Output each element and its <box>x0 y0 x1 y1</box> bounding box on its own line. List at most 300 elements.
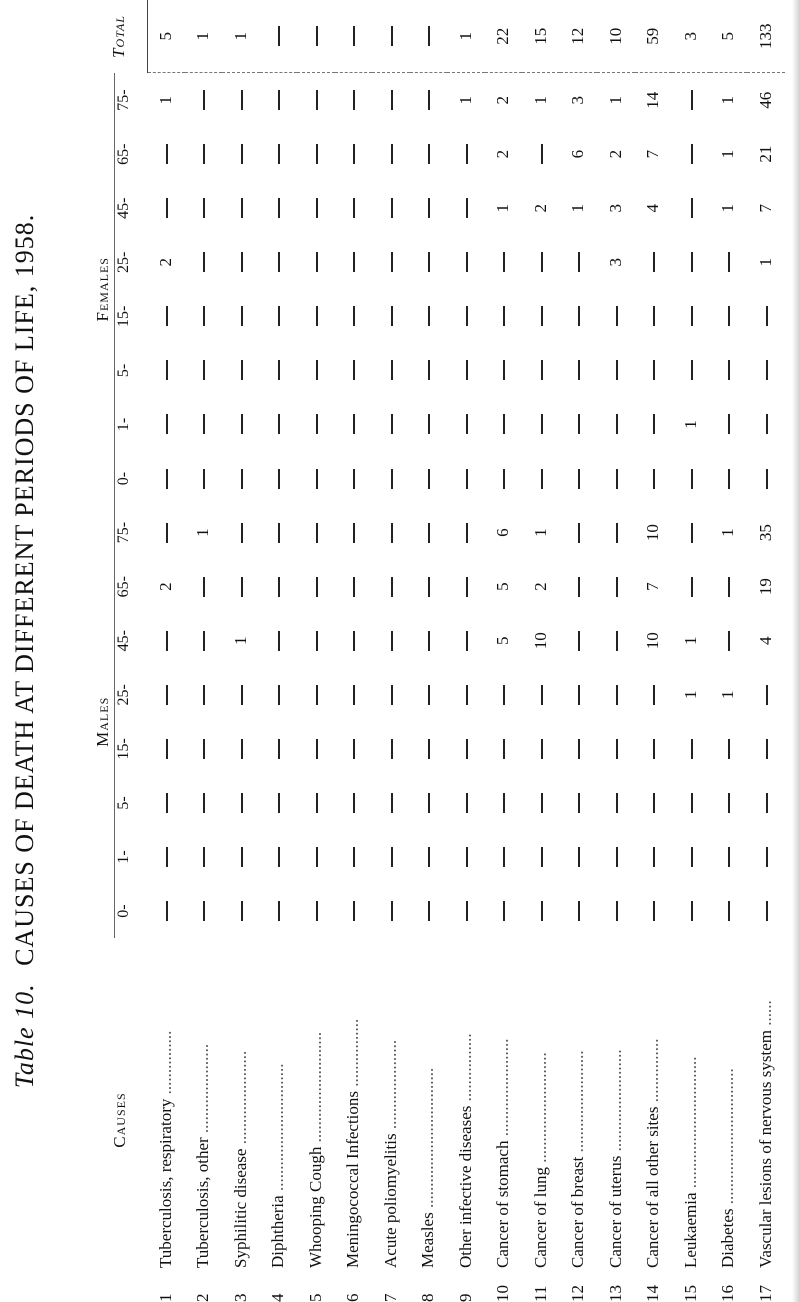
females-value-cell <box>222 181 260 235</box>
nil-dash <box>691 90 693 110</box>
nil-dash <box>241 739 243 759</box>
females-value-cell <box>485 343 523 397</box>
nil-dash <box>578 577 580 597</box>
males-value-cell <box>222 884 260 938</box>
males-value-cell <box>410 884 448 938</box>
males-value-cell <box>597 884 635 938</box>
nil-dash <box>278 523 280 543</box>
nil-dash <box>616 523 618 543</box>
nil-dash <box>541 360 543 380</box>
females-value-cell <box>147 181 185 235</box>
males-value-cell <box>597 668 635 722</box>
males-value-cell: 10 <box>643 524 663 542</box>
row-number: 6 <box>343 1293 363 1302</box>
nil-dash <box>353 252 355 272</box>
males-value-cell <box>297 614 335 668</box>
males-value-cell: 1 <box>718 528 738 537</box>
nil-dash <box>241 523 243 543</box>
nil-dash <box>241 306 243 326</box>
males-value-cell <box>222 830 260 884</box>
nil-dash <box>278 252 280 272</box>
males-value-cell <box>372 560 410 614</box>
nil-dash <box>391 144 393 164</box>
nil-dash <box>766 360 768 380</box>
females-value-cell <box>260 397 298 451</box>
nil-dash <box>316 26 318 46</box>
females-value-cell <box>672 235 710 289</box>
females-value-cell <box>410 127 448 181</box>
females-value-cell <box>260 73 298 127</box>
males-value-cell <box>560 560 598 614</box>
males-value-cell <box>560 884 598 938</box>
nil-dash <box>728 360 730 380</box>
nil-dash <box>353 901 355 921</box>
total-cell <box>335 0 373 73</box>
leader-dots: ............................... <box>680 1056 700 1193</box>
males-value-cell <box>447 560 485 614</box>
nil-dash <box>203 306 205 326</box>
females-value-cell <box>147 289 185 343</box>
cause-cell <box>260 938 298 1302</box>
cause-name: Cancer of uterus <box>605 1155 625 1268</box>
males-value-cell <box>522 722 560 776</box>
males-value-cell <box>185 776 223 830</box>
table-row <box>485 0 523 1302</box>
table-row <box>672 0 710 1302</box>
females-value-cell: 1 <box>718 96 738 105</box>
cause-name: Cancer of stomach <box>493 1140 513 1268</box>
females-header: Females <box>92 73 115 506</box>
females-value-cell <box>747 343 785 397</box>
cause-name: Cancer of all other sites <box>643 1106 663 1268</box>
females-value-cell <box>410 289 448 343</box>
nil-dash <box>166 198 168 218</box>
males-value-cell <box>710 884 748 938</box>
males-value-cell <box>185 830 223 884</box>
nil-dash <box>616 847 618 867</box>
leader-dots: ................................ <box>718 1068 738 1209</box>
females-value-cell <box>522 235 560 289</box>
causes-header: Causes <box>109 1092 129 1148</box>
nil-dash <box>691 360 693 380</box>
nil-dash <box>766 306 768 326</box>
table-row <box>185 0 223 1302</box>
females-value-cell: 3 <box>605 203 625 213</box>
leader-dots: ................................. <box>418 1067 438 1213</box>
females-value-cell <box>185 452 223 506</box>
males-value-cell <box>635 668 673 722</box>
nil-dash <box>466 847 468 867</box>
leader-dots: ........................ <box>605 1049 625 1156</box>
males-value-cell <box>410 668 448 722</box>
males-value-cell: 2 <box>530 582 550 591</box>
males-value-cell <box>597 560 635 614</box>
cause-cell <box>635 938 673 1302</box>
females-value-cell: 14 <box>643 91 663 109</box>
total-header: Total <box>92 0 147 73</box>
females-value-cell <box>485 235 523 289</box>
nil-dash <box>316 793 318 813</box>
males-age-header: 1- <box>115 850 132 864</box>
cause-cell <box>185 938 223 1302</box>
nil-dash <box>728 739 730 759</box>
nil-dash <box>616 631 618 651</box>
males-age-header: 25- <box>115 684 132 706</box>
nil-dash <box>616 360 618 380</box>
females-value-cell <box>222 235 260 289</box>
total-cell <box>410 0 448 73</box>
nil-dash <box>541 901 543 921</box>
nil-dash <box>691 523 693 543</box>
males-value-cell <box>672 722 710 776</box>
females-value-cell <box>222 397 260 451</box>
nil-dash <box>541 793 543 813</box>
nil-dash <box>166 144 168 164</box>
nil-dash <box>391 469 393 489</box>
nil-dash <box>241 198 243 218</box>
females-value-cell <box>335 343 373 397</box>
nil-dash <box>653 739 655 759</box>
males-value-cell <box>447 722 485 776</box>
males-value-cell <box>410 560 448 614</box>
males-value-cell <box>185 614 223 668</box>
nil-dash <box>466 198 468 218</box>
females-value-cell <box>747 397 785 451</box>
females-value-cell <box>672 127 710 181</box>
cause-name: Measles <box>418 1212 438 1268</box>
females-value-cell <box>710 343 748 397</box>
males-value-cell <box>522 830 560 884</box>
males-value-cell <box>260 776 298 830</box>
nil-dash <box>166 847 168 867</box>
males-value-cell: 1 <box>230 636 250 645</box>
nil-dash <box>466 901 468 921</box>
nil-dash <box>428 631 430 651</box>
males-value-cell <box>597 830 635 884</box>
females-value-cell: 1 <box>493 203 513 213</box>
males-value-cell <box>372 776 410 830</box>
females-value-cell <box>710 397 748 451</box>
males-value-cell <box>747 668 785 722</box>
females-value-cell <box>147 452 185 506</box>
females-value-cell <box>335 452 373 506</box>
nil-dash <box>766 793 768 813</box>
males-value-cell <box>747 830 785 884</box>
males-value-cell: 1 <box>680 636 700 645</box>
nil-dash <box>578 631 580 651</box>
females-value-cell <box>560 289 598 343</box>
row-number: 8 <box>418 1293 438 1302</box>
males-value-cell <box>560 614 598 668</box>
nil-dash <box>278 306 280 326</box>
females-value-cell <box>710 289 748 343</box>
males-value-cell: 6 <box>493 528 513 537</box>
nil-dash <box>616 306 618 326</box>
nil-dash <box>278 631 280 651</box>
cause-name: Meningococcal Infections <box>343 1090 363 1268</box>
cause-name: Tuberculosis, other <box>193 1137 213 1268</box>
males-value-cell <box>485 722 523 776</box>
nil-dash <box>391 198 393 218</box>
nil-dash <box>278 793 280 813</box>
females-value-cell <box>260 235 298 289</box>
cause-cell <box>597 938 635 1302</box>
table-row <box>447 0 485 1302</box>
leader-dots: ...... <box>755 1000 775 1031</box>
nil-dash <box>616 414 618 434</box>
cause-name: Leukaemia <box>680 1192 700 1268</box>
females-value-cell <box>185 289 223 343</box>
cause-cell <box>710 938 748 1302</box>
males-value-cell: 10 <box>530 632 550 650</box>
males-value-cell <box>147 506 185 560</box>
females-value-cell <box>447 181 485 235</box>
females-value-cell <box>260 127 298 181</box>
males-value-cell <box>635 830 673 884</box>
table-row <box>297 0 335 1302</box>
females-value-cell <box>597 452 635 506</box>
total-cell: 5 <box>710 0 748 73</box>
nil-dash <box>353 360 355 380</box>
nil-dash <box>241 414 243 434</box>
males-value-cell <box>297 884 335 938</box>
nil-dash <box>541 739 543 759</box>
nil-dash <box>466 306 468 326</box>
males-value-cell <box>260 506 298 560</box>
females-value-cell: 1 <box>755 258 775 267</box>
females-value-cell <box>222 452 260 506</box>
females-value-cell <box>185 343 223 397</box>
males-age-header: 45- <box>115 630 132 652</box>
females-value-cell <box>747 289 785 343</box>
nil-dash <box>766 685 768 705</box>
total-cell <box>297 0 335 73</box>
males-value-cell <box>672 884 710 938</box>
nil-dash <box>466 739 468 759</box>
nil-dash <box>353 685 355 705</box>
nil-dash <box>353 414 355 434</box>
nil-dash <box>353 469 355 489</box>
females-value-cell <box>560 235 598 289</box>
nil-dash <box>691 847 693 867</box>
table-row <box>635 0 673 1302</box>
females-value-cell <box>597 397 635 451</box>
females-value-cell: 2 <box>605 149 625 159</box>
nil-dash <box>203 685 205 705</box>
males-value-cell <box>335 776 373 830</box>
nil-dash <box>278 577 280 597</box>
males-value-cell <box>372 884 410 938</box>
females-age-header: 15- <box>115 305 132 328</box>
table-row <box>147 0 185 1302</box>
females-value-cell: 1 <box>530 96 550 105</box>
males-value-cell: 35 <box>755 524 775 542</box>
nil-dash <box>353 793 355 813</box>
males-header: Males <box>92 506 115 939</box>
nil-dash <box>428 414 430 434</box>
nil-dash <box>391 306 393 326</box>
cause-cell <box>560 938 598 1302</box>
nil-dash <box>166 631 168 651</box>
leader-dots: ............... <box>643 1038 663 1107</box>
females-value-cell <box>747 452 785 506</box>
cause-name: Vascular lesions of nervous system <box>755 1030 775 1268</box>
nil-dash <box>391 577 393 597</box>
nil-dash <box>541 469 543 489</box>
females-value-cell <box>222 73 260 127</box>
females-value-cell <box>372 397 410 451</box>
males-value-cell <box>710 614 748 668</box>
males-value-cell <box>222 776 260 830</box>
nil-dash <box>353 306 355 326</box>
nil-dash <box>653 901 655 921</box>
nil-dash <box>766 847 768 867</box>
females-value-cell: 7 <box>643 149 663 159</box>
total-cell: 1 <box>447 0 485 73</box>
females-value-cell <box>372 235 410 289</box>
males-value-cell <box>747 722 785 776</box>
nil-dash <box>391 739 393 759</box>
nil-dash <box>316 523 318 543</box>
females-value-cell <box>447 343 485 397</box>
males-value-cell <box>560 668 598 722</box>
leader-dots: ................ <box>343 1018 363 1091</box>
nil-dash <box>391 523 393 543</box>
males-value-cell <box>597 776 635 830</box>
females-value-cell <box>335 73 373 127</box>
nil-dash <box>578 414 580 434</box>
nil-dash <box>278 90 280 110</box>
females-value-cell <box>185 397 223 451</box>
males-value-cell <box>485 668 523 722</box>
row-number: 16 <box>718 1285 738 1302</box>
nil-dash <box>728 469 730 489</box>
females-value-cell <box>522 127 560 181</box>
leader-dots: .............................. <box>268 1063 288 1196</box>
nil-dash <box>278 360 280 380</box>
nil-dash <box>353 198 355 218</box>
females-value-cell: 1 <box>155 96 175 105</box>
nil-dash <box>241 252 243 272</box>
males-value-cell <box>635 884 673 938</box>
nil-dash <box>578 847 580 867</box>
females-value-cell <box>410 452 448 506</box>
females-value-cell <box>297 127 335 181</box>
males-value-cell <box>710 776 748 830</box>
nil-dash <box>578 793 580 813</box>
females-value-cell <box>147 397 185 451</box>
total-cell: 1 <box>222 0 260 73</box>
females-value-cell <box>447 452 485 506</box>
males-value-cell <box>147 668 185 722</box>
nil-dash <box>691 577 693 597</box>
nil-dash <box>203 198 205 218</box>
males-value-cell <box>372 722 410 776</box>
cause-name: Other infective diseases <box>455 1105 475 1268</box>
females-value-cell <box>447 235 485 289</box>
males-value-cell <box>560 776 598 830</box>
females-value-cell <box>260 343 298 397</box>
females-age-header: 45- <box>115 197 132 219</box>
nil-dash <box>353 26 355 46</box>
page-title <box>10 0 40 1302</box>
row-number: 12 <box>568 1285 588 1302</box>
females-value-cell <box>372 181 410 235</box>
cause-cell <box>410 938 448 1302</box>
total-cell: 59 <box>635 0 673 73</box>
cause-cell <box>672 938 710 1302</box>
males-value-cell <box>260 830 298 884</box>
males-value-cell <box>747 776 785 830</box>
males-value-cell: 1 <box>680 690 700 700</box>
males-value-cell <box>185 884 223 938</box>
nil-dash <box>541 847 543 867</box>
males-value-cell: 2 <box>155 582 175 591</box>
table-row <box>372 0 410 1302</box>
females-value-cell: 1 <box>718 149 738 159</box>
nil-dash <box>353 523 355 543</box>
males-value-cell <box>372 830 410 884</box>
males-value-cell <box>597 506 635 560</box>
females-value-cell: 3 <box>605 258 625 267</box>
females-value-cell <box>672 181 710 235</box>
females-value-cell <box>522 452 560 506</box>
females-value-cell <box>485 289 523 343</box>
nil-dash <box>428 847 430 867</box>
nil-dash <box>391 414 393 434</box>
nil-dash <box>728 252 730 272</box>
females-value-cell <box>372 127 410 181</box>
females-value-cell <box>335 181 373 235</box>
nil-dash <box>203 793 205 813</box>
males-value-cell: 5 <box>493 582 513 591</box>
nil-dash <box>278 144 280 164</box>
row-number: 17 <box>755 1285 775 1302</box>
row-number: 10 <box>493 1285 513 1302</box>
males-value-cell <box>372 668 410 722</box>
females-value-cell <box>522 343 560 397</box>
males-value-cell <box>335 668 373 722</box>
females-value-cell <box>522 397 560 451</box>
leader-dots: ..................... <box>193 1043 213 1138</box>
nil-dash <box>503 252 505 272</box>
females-age-header: 1- <box>115 417 132 432</box>
nil-dash <box>428 523 430 543</box>
cause-cell <box>747 938 785 1302</box>
males-value-cell <box>335 506 373 560</box>
nil-dash <box>541 414 543 434</box>
females-value-cell <box>410 235 448 289</box>
nil-dash <box>353 144 355 164</box>
females-value-cell <box>185 181 223 235</box>
nil-dash <box>616 469 618 489</box>
nil-dash <box>578 306 580 326</box>
nil-dash <box>316 631 318 651</box>
females-value-cell <box>710 235 748 289</box>
nil-dash <box>766 739 768 759</box>
nil-dash <box>391 685 393 705</box>
cause-name: Diphtheria <box>268 1195 288 1268</box>
table-row <box>710 0 748 1302</box>
nil-dash <box>653 306 655 326</box>
nil-dash <box>766 469 768 489</box>
cause-name: Whooping Cough <box>305 1146 325 1268</box>
nil-dash <box>428 901 430 921</box>
leader-dots: .......................... <box>530 1052 550 1167</box>
males-value-cell <box>335 614 373 668</box>
nil-dash <box>391 252 393 272</box>
males-value-cell <box>485 830 523 884</box>
